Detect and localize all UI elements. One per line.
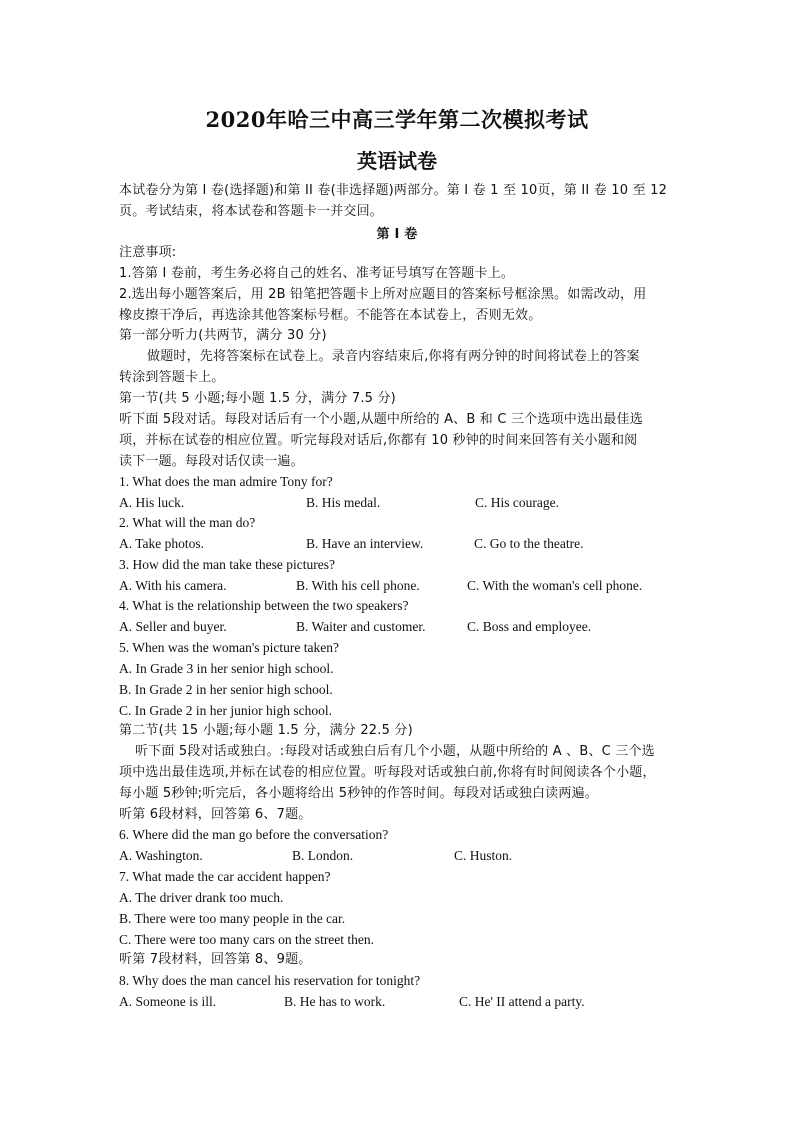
material-7-heading: 听第 7段材料，回答第 8、9题。 <box>119 952 312 967</box>
question-5-option-b: B. In Grade 2 in her senior high school. <box>119 682 333 697</box>
part1-instruction-2: 转涂到答题卡上。 <box>119 370 225 385</box>
question-6-option-b: B. London. <box>292 848 354 863</box>
question-2-option-c: C. Go to the theatre. <box>474 536 584 551</box>
question-6-option-a: A. Washington. <box>119 848 203 863</box>
section2-instruction-2: 项中选出最佳选项,并标在试卷的相应位置。听每段对话或独白前,你将有时间阅读各个小题， <box>119 765 656 780</box>
question-7: 7. What made the car accident happen? <box>119 869 331 884</box>
material-6-heading: 听第 6段材料，回答第 6、7题。 <box>119 807 312 822</box>
question-8-option-a: A. Someone is ill. <box>119 994 217 1009</box>
notes-item-1: 1.答第 I 卷前，考生务必将自己的姓名、准考证号填写在答题卡上。 <box>119 266 515 281</box>
question-5-option-a: A. In Grade 3 in her senior high school. <box>119 661 334 676</box>
intro-line-1: 本试卷分为第 I 卷(选择题)和第 II 卷(非选择题)两部分。第 I 卷 1 至 10页，第 II 卷 10 至 12 <box>119 183 668 198</box>
question-3-option-b: B. With his cell phone. <box>296 578 420 593</box>
section1-instruction-2: 项，并标在试卷的相应位置。听完每段对话后,你都有 10 秒钟的时间来回答有关小题和阅 <box>119 433 638 448</box>
part1-heading: 第一部分听力(共两节，满分 30 分) <box>119 328 327 343</box>
question-2-option-b: B. Have an interview. <box>306 536 424 551</box>
intro-line-2: 页。考试结束，将本试卷和答题卡一并交回。 <box>119 204 384 219</box>
question-7-option-c: C. There were too many cars on the street then. <box>119 932 375 947</box>
question-2-option-a: A. Take photos. <box>119 536 205 551</box>
notes-heading: 注意事项: <box>119 245 177 260</box>
notes-item-2b: 橡皮擦干净后，再选涂其他答案标号框。不能答在本试卷上，否则无效。 <box>119 308 542 323</box>
notes-item-2a: 2.选出每小题答案后，用 2B 铅笔把答题卡上所对应题目的答案标号框涂黑。如需改动，用 <box>119 287 647 302</box>
section1-instruction-3: 读下一题。每段对话仅读一遍。 <box>119 454 304 469</box>
question-4: 4. What is the relationship between the two speakers? <box>119 598 409 613</box>
question-3: 3. How did the man take these pictures? <box>119 557 335 572</box>
question-5: 5. When was the woman's picture taken? <box>119 640 339 655</box>
question-4-option-c: C. Boss and employee. <box>467 619 592 634</box>
question-3-option-c: C. With the woman's cell phone. <box>467 578 643 593</box>
exam-title: 2020年哈三中高三学年第二次模拟考试 <box>205 107 589 132</box>
question-4-option-a: A. Seller and buyer. <box>119 619 227 634</box>
section2-instruction-1: 听下面 5段对话或独白。:每段对话或独白后有几个小题，从题中所给的 A 、B、C 三个选 <box>135 744 655 759</box>
question-1-option-c: C. His courage. <box>475 495 559 510</box>
question-8-option-b: B. He has to work. <box>284 994 386 1009</box>
section1-instruction-1: 听下面 5段对话。每段对话后有一个小题,从题中所给的 A、B 和 C 三个选项中选出最佳选 <box>119 412 643 427</box>
question-1-option-b: B. His medal. <box>306 495 381 510</box>
volume-label: 第 I 卷 <box>376 227 418 242</box>
section2-heading: 第二节(共 15 小题;每小题 1.5 分，满分 22.5 分) <box>119 723 413 738</box>
question-2: 2. What will the man do? <box>119 515 256 530</box>
question-8-option-c: C. He' II attend a party. <box>459 994 585 1009</box>
exam-subtitle: 英语试卷 <box>357 149 437 173</box>
question-1: 1. What does the man admire Tony for? <box>119 474 333 489</box>
question-1-option-a: A. His luck. <box>119 495 185 510</box>
question-3-option-a: A. With his camera. <box>119 578 227 593</box>
question-7-option-b: B. There were too many people in the car. <box>119 911 346 926</box>
question-8: 8. Why does the man cancel his reservation for tonight? <box>119 973 421 988</box>
question-6: 6. Where did the man go before the conversation? <box>119 827 389 842</box>
question-6-option-c: C. Huston. <box>454 848 513 863</box>
question-4-option-b: B. Waiter and customer. <box>296 619 426 634</box>
part1-instruction-1: 做题时，先将答案标在试卷上。录音内容结束后,你将有两分钟的时间将试卷上的答案 <box>147 349 640 364</box>
question-5-option-c: C. In Grade 2 in her junior high school. <box>119 703 332 718</box>
section1-heading: 第一节(共 5 小题;每小题 1.5 分，满分 7.5 分) <box>119 391 396 406</box>
section2-instruction-3: 每小题 5秒钟;听完后，各小题将给出 5秒钟的作答时间。每段对话或独白读两遍。 <box>119 786 598 801</box>
question-7-option-a: A. The driver drank too much. <box>119 890 284 905</box>
